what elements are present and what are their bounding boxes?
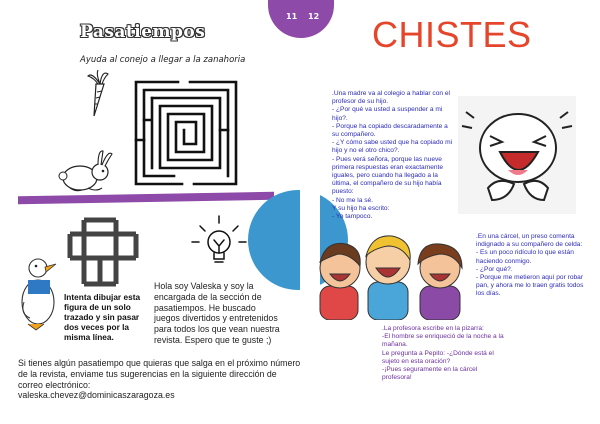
hashtag-figure — [62, 214, 144, 290]
joke-line: -¡Pues seguramente en la cárcel profesora! — [382, 366, 478, 382]
page-number-left: 11 — [286, 12, 298, 21]
section-intro-text: Hola soy Valeska y soy la encargada de la sección de pasatiempos. He buscado juegos divertidos y entretenidos para todos los que vean nuestra revista. Espero que te guste ;) — [154, 281, 280, 345]
joke-line: Le pregunta a Pepito: -¿Dónde está el sujeto en esta oración? — [382, 349, 494, 365]
joke-3 — [382, 325, 504, 382]
joke-line: .Una madre va al colegio a hablar con el profesor de su hijo. — [332, 90, 451, 106]
joke-1 — [332, 90, 456, 221]
joke-line: - Es un poco ridículo lo que están haciendo conmigo. — [476, 249, 574, 265]
joke-line: - Porque me metieron aquí por robar pan, y ahora me lo traen gratis todos los días. — [476, 274, 584, 298]
duck-character-illustration — [18, 254, 66, 334]
page-number-right: 12 — [308, 12, 320, 21]
puzzle-instruction: Intenta dibujar esta figura de un solo trazado y sin pasar dos veces por la misma línea. — [64, 292, 141, 342]
laughing-kids-illustration — [316, 228, 472, 320]
contact-email[interactable]: valeska.chevez@dominicaszaragoza.es — [18, 390, 175, 401]
page-title-pasatiempos: Pasatiempos — [80, 22, 206, 42]
joke-line: - Yo tampoco. — [332, 213, 373, 221]
maze-puzzle — [134, 80, 238, 186]
joke-line: - ¿Por qué?. — [476, 265, 513, 273]
joke-line: - ¿Y cómo sabe usted que ha copiado mi hijo y no el otro chico?. — [332, 139, 453, 155]
joke-line: -El hombre se enriqueció de la noche a la mañana. — [382, 333, 504, 349]
page-number-tab — [268, 0, 334, 38]
joke-line: - No me la sé. — [332, 196, 374, 204]
joke-line: .En una cárcel, un preso comenta indignado a su compañero de celda: — [476, 233, 583, 249]
joke-line: - ¿Por qué va usted a suspender a mi hijo?. — [332, 106, 443, 122]
maze-instruction: Ayuda al conejo a llegar a la zanahoria — [80, 55, 246, 65]
joke-line: - Porque ha copiado descaradamente a su compañero. — [332, 122, 448, 139]
joke-line: .La profesora escribe en la pizarra: — [382, 325, 484, 332]
joke-line: - Pues verá señora, porque las nueve primera respuestas eran exactamente iguales, pero cuando ha llegado a la última, el compañero de su hijo había puesto: — [332, 155, 444, 196]
lightbulb-icon — [188, 212, 250, 272]
contact-text: Si tienes algún pasatiempo que quieras que salga en el próximo número de la revista, enviame tus sugerencias en la siguiente dirección de correo electrónico: — [18, 358, 301, 390]
contact-paragraph — [18, 358, 303, 401]
joke-2 — [476, 233, 586, 299]
rabbit-illustration — [56, 146, 120, 196]
carrot-illustration — [78, 70, 112, 120]
page-title-chistes: CHISTES — [372, 14, 532, 55]
joke-line: Y su hijo ha escrito: — [332, 204, 390, 212]
laughing-face-illustration — [458, 96, 576, 214]
